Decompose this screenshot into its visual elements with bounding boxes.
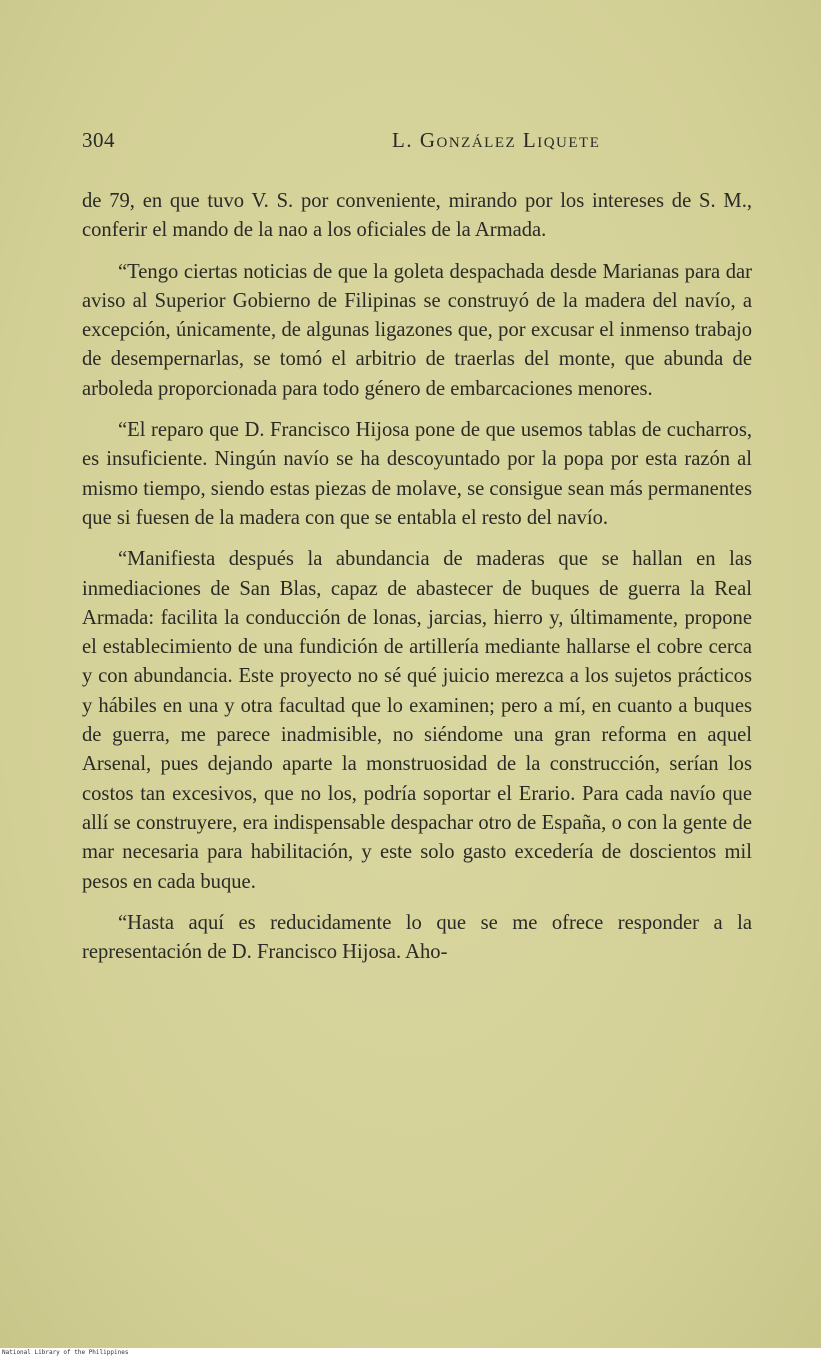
- scan-credit: National Library of the Philippines: [0, 1348, 821, 1358]
- paragraph: de 79, en que tuvo V. S. por conveniente, mirando por los intereses de S. M., conferir el mando de la nao a los oficiales de la Armada.: [82, 190, 752, 242]
- paragraph: “Tengo ciertas noticias de que la goleta despachada desde Marianas para dar aviso al Superior Gobierno de Filipinas se construyó de la madera del navío, a excepción, únicamente, de algunas ligazones que, por excusar el inmenso trabajo de desempernarlas, se tomó el arbitrio de traerlas del monte, que abunda de arboleda proporcionada para todo género de embarcaciones menores.: [82, 260, 752, 400]
- page-header: [82, 128, 752, 158]
- paragraph: “Hasta aquí es reducidamente lo que se me ofrece responder a la representación de D. Francisco Hijosa. Aho-: [82, 911, 752, 964]
- running-head: L. González Liquete: [392, 128, 601, 152]
- paragraph: “Manifiesta después la abundancia de maderas que se hallan en las inmediaciones de San Blas, capaz de abastecer de buques de guerra la Real Armada: facilita la conducción de lonas, jarcias, hierro y, últimamente, propone el establecimiento de una fundición de artillería mediante hallarse el cobre cerca y con abundancia. Este proyecto no sé qué juicio merezca a los sujetos prácticos y hábiles en una y otra facultad que lo examinen; pero a mí, en cuanto a buques de guerra, me parece inadmisible, no siéndome una gran reforma en aquel Arsenal, pues dejando aparte la monstruosidad de la construcción, serían los costos tan excesivos, que no los, podría soportar el Erario. Para cada navío que allí se construyere, era indispensable despachar otro de España, o con la gente de mar necesaria para habilitación, y este solo gasto excedería de doscientos mil pesos en cada buque.: [82, 548, 752, 893]
- paragraph: “El reparo que D. Francisco Hijosa pone de que usemos tablas de cucharros, es insuficiente. Ningún navío se ha descoyuntado por la popa por esta razón al mismo tiempo, siendo estas piezas de molave, se consigue sean más permanentes que si fuesen de la madera con que se entabla el resto del navío.: [82, 419, 752, 529]
- body-text: [82, 187, 752, 967]
- page-number: 304: [82, 128, 115, 152]
